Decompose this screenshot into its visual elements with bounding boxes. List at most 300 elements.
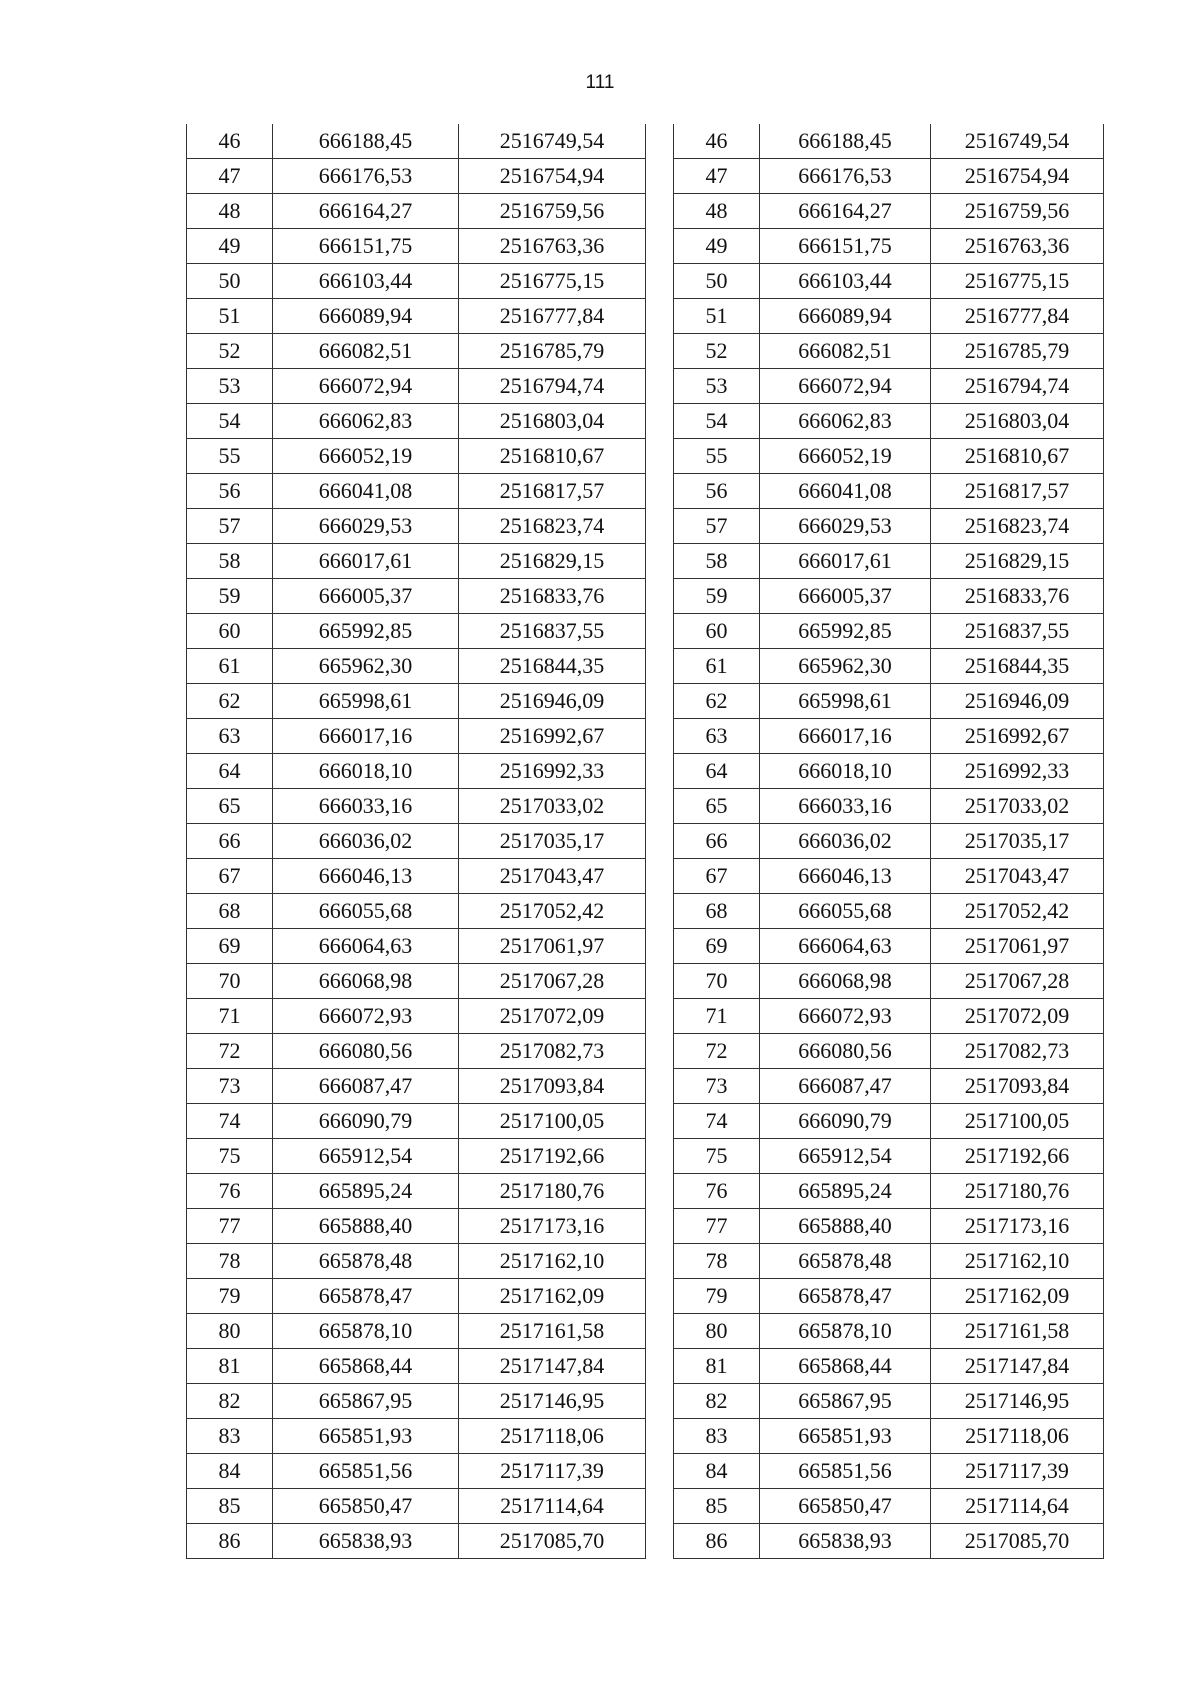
table-row bbox=[187, 1384, 646, 1419]
table-row bbox=[187, 194, 646, 229]
y-coordinate-cell: 2517052,42 bbox=[931, 894, 1104, 929]
x-coordinate-cell: 666055,68 bbox=[273, 894, 459, 929]
x-coordinate-cell: 666082,51 bbox=[273, 334, 459, 369]
point-number-cell: 50 bbox=[674, 264, 760, 299]
y-coordinate-cell: 2517093,84 bbox=[931, 1069, 1104, 1104]
table-row bbox=[674, 1174, 1104, 1209]
point-number-cell: 76 bbox=[187, 1174, 273, 1209]
table-row bbox=[674, 789, 1104, 824]
coordinates-table-right-body bbox=[674, 124, 1104, 1559]
point-number-cell: 53 bbox=[187, 369, 273, 404]
point-number-cell: 70 bbox=[187, 964, 273, 999]
x-coordinate-cell: 665895,24 bbox=[760, 1174, 931, 1209]
table-row bbox=[674, 964, 1104, 999]
table-row bbox=[187, 264, 646, 299]
point-number-cell: 76 bbox=[674, 1174, 760, 1209]
table-row bbox=[674, 544, 1104, 579]
x-coordinate-cell: 665912,54 bbox=[760, 1139, 931, 1174]
point-number-cell: 86 bbox=[674, 1524, 760, 1559]
x-coordinate-cell: 666089,94 bbox=[273, 299, 459, 334]
y-coordinate-cell: 2517192,66 bbox=[459, 1139, 646, 1174]
point-number-cell: 66 bbox=[674, 824, 760, 859]
x-coordinate-cell: 666005,37 bbox=[273, 579, 459, 614]
point-number-cell: 46 bbox=[187, 124, 273, 159]
x-coordinate-cell: 666017,16 bbox=[273, 719, 459, 754]
x-coordinate-cell: 666151,75 bbox=[760, 229, 931, 264]
point-number-cell: 72 bbox=[187, 1034, 273, 1069]
table-row bbox=[674, 684, 1104, 719]
point-number-cell: 62 bbox=[187, 684, 273, 719]
table-row bbox=[187, 859, 646, 894]
coordinates-table-left bbox=[186, 124, 646, 1559]
y-coordinate-cell: 2516777,84 bbox=[459, 299, 646, 334]
table-row bbox=[674, 509, 1104, 544]
x-coordinate-cell: 666068,98 bbox=[273, 964, 459, 999]
table-row bbox=[674, 1349, 1104, 1384]
point-number-cell: 84 bbox=[674, 1454, 760, 1489]
y-coordinate-cell: 2517035,17 bbox=[931, 824, 1104, 859]
y-coordinate-cell: 2516763,36 bbox=[459, 229, 646, 264]
table-row bbox=[187, 684, 646, 719]
y-coordinate-cell: 2516775,15 bbox=[931, 264, 1104, 299]
x-coordinate-cell: 666033,16 bbox=[273, 789, 459, 824]
table-row bbox=[674, 1104, 1104, 1139]
table-row bbox=[187, 964, 646, 999]
point-number-cell: 78 bbox=[674, 1244, 760, 1279]
y-coordinate-cell: 2516794,74 bbox=[931, 369, 1104, 404]
y-coordinate-cell: 2517118,06 bbox=[931, 1419, 1104, 1454]
table-row bbox=[187, 719, 646, 754]
table-row bbox=[187, 999, 646, 1034]
point-number-cell: 77 bbox=[674, 1209, 760, 1244]
table-row bbox=[674, 754, 1104, 789]
point-number-cell: 74 bbox=[674, 1104, 760, 1139]
y-coordinate-cell: 2516775,15 bbox=[459, 264, 646, 299]
y-coordinate-cell: 2516817,57 bbox=[459, 474, 646, 509]
x-coordinate-cell: 666089,94 bbox=[760, 299, 931, 334]
table-row bbox=[674, 999, 1104, 1034]
point-number-cell: 65 bbox=[187, 789, 273, 824]
y-coordinate-cell: 2516833,76 bbox=[931, 579, 1104, 614]
y-coordinate-cell: 2517173,16 bbox=[931, 1209, 1104, 1244]
table-row bbox=[187, 299, 646, 334]
x-coordinate-cell: 665962,30 bbox=[760, 649, 931, 684]
point-number-cell: 52 bbox=[187, 334, 273, 369]
table-row bbox=[674, 1069, 1104, 1104]
y-coordinate-cell: 2516803,04 bbox=[931, 404, 1104, 439]
y-coordinate-cell: 2516992,67 bbox=[459, 719, 646, 754]
y-coordinate-cell: 2516810,67 bbox=[459, 439, 646, 474]
point-number-cell: 72 bbox=[674, 1034, 760, 1069]
x-coordinate-cell: 666017,61 bbox=[760, 544, 931, 579]
point-number-cell: 68 bbox=[674, 894, 760, 929]
table-row bbox=[674, 579, 1104, 614]
table-row bbox=[674, 159, 1104, 194]
y-coordinate-cell: 2516844,35 bbox=[931, 649, 1104, 684]
x-coordinate-cell: 666041,08 bbox=[273, 474, 459, 509]
x-coordinate-cell: 666072,93 bbox=[273, 999, 459, 1034]
table-row bbox=[674, 369, 1104, 404]
table-row bbox=[674, 614, 1104, 649]
x-coordinate-cell: 666033,16 bbox=[760, 789, 931, 824]
x-coordinate-cell: 665998,61 bbox=[760, 684, 931, 719]
page-number: 111 bbox=[585, 72, 615, 93]
table-row bbox=[187, 754, 646, 789]
point-number-cell: 49 bbox=[674, 229, 760, 264]
table-row bbox=[187, 1524, 646, 1559]
point-number-cell: 58 bbox=[187, 544, 273, 579]
y-coordinate-cell: 2516829,15 bbox=[931, 544, 1104, 579]
point-number-cell: 47 bbox=[674, 159, 760, 194]
y-coordinate-cell: 2517043,47 bbox=[459, 859, 646, 894]
point-number-cell: 67 bbox=[187, 859, 273, 894]
y-coordinate-cell: 2516754,94 bbox=[459, 159, 646, 194]
y-coordinate-cell: 2516754,94 bbox=[931, 159, 1104, 194]
point-number-cell: 85 bbox=[187, 1489, 273, 1524]
table-row bbox=[187, 544, 646, 579]
y-coordinate-cell: 2517072,09 bbox=[459, 999, 646, 1034]
point-number-cell: 66 bbox=[187, 824, 273, 859]
point-number-cell: 63 bbox=[674, 719, 760, 754]
y-coordinate-cell: 2516823,74 bbox=[931, 509, 1104, 544]
y-coordinate-cell: 2516992,67 bbox=[931, 719, 1104, 754]
y-coordinate-cell: 2516785,79 bbox=[459, 334, 646, 369]
y-coordinate-cell: 2517085,70 bbox=[931, 1524, 1104, 1559]
y-coordinate-cell: 2517114,64 bbox=[931, 1489, 1104, 1524]
x-coordinate-cell: 666029,53 bbox=[760, 509, 931, 544]
x-coordinate-cell: 666176,53 bbox=[273, 159, 459, 194]
x-coordinate-cell: 665838,93 bbox=[273, 1524, 459, 1559]
coordinates-table-right bbox=[673, 124, 1104, 1559]
x-coordinate-cell: 666068,98 bbox=[760, 964, 931, 999]
point-number-cell: 51 bbox=[187, 299, 273, 334]
table-row bbox=[674, 334, 1104, 369]
point-number-cell: 46 bbox=[674, 124, 760, 159]
y-coordinate-cell: 2516946,09 bbox=[459, 684, 646, 719]
point-number-cell: 49 bbox=[187, 229, 273, 264]
point-number-cell: 73 bbox=[187, 1069, 273, 1104]
table-row bbox=[187, 1349, 646, 1384]
x-coordinate-cell: 665895,24 bbox=[273, 1174, 459, 1209]
y-coordinate-cell: 2516759,56 bbox=[931, 194, 1104, 229]
table-row bbox=[674, 1314, 1104, 1349]
x-coordinate-cell: 665850,47 bbox=[760, 1489, 931, 1524]
point-number-cell: 64 bbox=[674, 754, 760, 789]
table-row bbox=[187, 474, 646, 509]
y-coordinate-cell: 2517067,28 bbox=[931, 964, 1104, 999]
point-number-cell: 84 bbox=[187, 1454, 273, 1489]
x-coordinate-cell: 665992,85 bbox=[760, 614, 931, 649]
y-coordinate-cell: 2516749,54 bbox=[459, 124, 646, 159]
y-coordinate-cell: 2517072,09 bbox=[931, 999, 1104, 1034]
table-row bbox=[187, 894, 646, 929]
table-row bbox=[674, 229, 1104, 264]
y-coordinate-cell: 2516810,67 bbox=[931, 439, 1104, 474]
point-number-cell: 58 bbox=[674, 544, 760, 579]
x-coordinate-cell: 666062,83 bbox=[760, 404, 931, 439]
table-row bbox=[187, 1209, 646, 1244]
table-row bbox=[187, 1104, 646, 1139]
point-number-cell: 82 bbox=[187, 1384, 273, 1419]
table-row bbox=[187, 229, 646, 264]
table-row bbox=[674, 404, 1104, 439]
point-number-cell: 71 bbox=[674, 999, 760, 1034]
point-number-cell: 75 bbox=[674, 1139, 760, 1174]
point-number-cell: 54 bbox=[674, 404, 760, 439]
y-coordinate-cell: 2516992,33 bbox=[931, 754, 1104, 789]
y-coordinate-cell: 2517052,42 bbox=[459, 894, 646, 929]
point-number-cell: 65 bbox=[674, 789, 760, 824]
table-row bbox=[187, 1034, 646, 1069]
x-coordinate-cell: 666055,68 bbox=[760, 894, 931, 929]
y-coordinate-cell: 2516794,74 bbox=[459, 369, 646, 404]
y-coordinate-cell: 2517146,95 bbox=[459, 1384, 646, 1419]
table-row bbox=[674, 1524, 1104, 1559]
point-number-cell: 56 bbox=[674, 474, 760, 509]
y-coordinate-cell: 2516829,15 bbox=[459, 544, 646, 579]
table-row bbox=[674, 649, 1104, 684]
y-coordinate-cell: 2517100,05 bbox=[931, 1104, 1104, 1139]
y-coordinate-cell: 2516833,76 bbox=[459, 579, 646, 614]
point-number-cell: 85 bbox=[674, 1489, 760, 1524]
table-row bbox=[187, 509, 646, 544]
x-coordinate-cell: 666041,08 bbox=[760, 474, 931, 509]
x-coordinate-cell: 665867,95 bbox=[760, 1384, 931, 1419]
table-row bbox=[674, 1279, 1104, 1314]
y-coordinate-cell: 2517162,09 bbox=[459, 1279, 646, 1314]
y-coordinate-cell: 2517192,66 bbox=[931, 1139, 1104, 1174]
point-number-cell: 54 bbox=[187, 404, 273, 439]
point-number-cell: 82 bbox=[674, 1384, 760, 1419]
point-number-cell: 83 bbox=[674, 1419, 760, 1454]
x-coordinate-cell: 666036,02 bbox=[273, 824, 459, 859]
y-coordinate-cell: 2517162,09 bbox=[931, 1279, 1104, 1314]
point-number-cell: 60 bbox=[674, 614, 760, 649]
point-number-cell: 61 bbox=[187, 649, 273, 684]
y-coordinate-cell: 2517173,16 bbox=[459, 1209, 646, 1244]
point-number-cell: 51 bbox=[674, 299, 760, 334]
point-number-cell: 61 bbox=[674, 649, 760, 684]
table-row bbox=[674, 894, 1104, 929]
table-row bbox=[674, 719, 1104, 754]
y-coordinate-cell: 2516785,79 bbox=[931, 334, 1104, 369]
point-number-cell: 59 bbox=[674, 579, 760, 614]
y-coordinate-cell: 2517061,97 bbox=[459, 929, 646, 964]
point-number-cell: 78 bbox=[187, 1244, 273, 1279]
table-row bbox=[674, 929, 1104, 964]
x-coordinate-cell: 665888,40 bbox=[760, 1209, 931, 1244]
x-coordinate-cell: 665851,93 bbox=[760, 1419, 931, 1454]
x-coordinate-cell: 666017,16 bbox=[760, 719, 931, 754]
point-number-cell: 73 bbox=[674, 1069, 760, 1104]
point-number-cell: 69 bbox=[674, 929, 760, 964]
x-coordinate-cell: 666164,27 bbox=[760, 194, 931, 229]
table-row bbox=[674, 194, 1104, 229]
x-coordinate-cell: 665878,47 bbox=[760, 1279, 931, 1314]
y-coordinate-cell: 2517118,06 bbox=[459, 1419, 646, 1454]
y-coordinate-cell: 2517043,47 bbox=[931, 859, 1104, 894]
table-row bbox=[187, 1174, 646, 1209]
x-coordinate-cell: 665851,56 bbox=[760, 1454, 931, 1489]
y-coordinate-cell: 2516844,35 bbox=[459, 649, 646, 684]
table-row bbox=[187, 1489, 646, 1524]
x-coordinate-cell: 665867,95 bbox=[273, 1384, 459, 1419]
x-coordinate-cell: 666072,94 bbox=[760, 369, 931, 404]
table-row bbox=[187, 789, 646, 824]
y-coordinate-cell: 2517161,58 bbox=[459, 1314, 646, 1349]
table-row bbox=[674, 1384, 1104, 1419]
y-coordinate-cell: 2517162,10 bbox=[459, 1244, 646, 1279]
y-coordinate-cell: 2517033,02 bbox=[931, 789, 1104, 824]
y-coordinate-cell: 2516946,09 bbox=[931, 684, 1104, 719]
point-number-cell: 59 bbox=[187, 579, 273, 614]
x-coordinate-cell: 665868,44 bbox=[760, 1349, 931, 1384]
table-row bbox=[187, 1419, 646, 1454]
point-number-cell: 69 bbox=[187, 929, 273, 964]
y-coordinate-cell: 2517147,84 bbox=[459, 1349, 646, 1384]
point-number-cell: 55 bbox=[187, 439, 273, 474]
point-number-cell: 64 bbox=[187, 754, 273, 789]
x-coordinate-cell: 666017,61 bbox=[273, 544, 459, 579]
y-coordinate-cell: 2517061,97 bbox=[931, 929, 1104, 964]
point-number-cell: 60 bbox=[187, 614, 273, 649]
x-coordinate-cell: 666018,10 bbox=[273, 754, 459, 789]
y-coordinate-cell: 2517082,73 bbox=[459, 1034, 646, 1069]
y-coordinate-cell: 2517033,02 bbox=[459, 789, 646, 824]
table-row bbox=[187, 614, 646, 649]
y-coordinate-cell: 2516777,84 bbox=[931, 299, 1104, 334]
point-number-cell: 79 bbox=[674, 1279, 760, 1314]
x-coordinate-cell: 666018,10 bbox=[760, 754, 931, 789]
x-coordinate-cell: 666029,53 bbox=[273, 509, 459, 544]
table-row bbox=[674, 1419, 1104, 1454]
x-coordinate-cell: 666080,56 bbox=[760, 1034, 931, 1069]
x-coordinate-cell: 665850,47 bbox=[273, 1489, 459, 1524]
y-coordinate-cell: 2517146,95 bbox=[931, 1384, 1104, 1419]
table-row bbox=[674, 1489, 1104, 1524]
x-coordinate-cell: 666103,44 bbox=[273, 264, 459, 299]
point-number-cell: 62 bbox=[674, 684, 760, 719]
x-coordinate-cell: 665878,47 bbox=[273, 1279, 459, 1314]
y-coordinate-cell: 2517180,76 bbox=[459, 1174, 646, 1209]
x-coordinate-cell: 665838,93 bbox=[760, 1524, 931, 1559]
point-number-cell: 52 bbox=[674, 334, 760, 369]
x-coordinate-cell: 666080,56 bbox=[273, 1034, 459, 1069]
x-coordinate-cell: 666087,47 bbox=[273, 1069, 459, 1104]
x-coordinate-cell: 666090,79 bbox=[760, 1104, 931, 1139]
point-number-cell: 80 bbox=[674, 1314, 760, 1349]
table-row bbox=[187, 824, 646, 859]
table-row bbox=[674, 474, 1104, 509]
y-coordinate-cell: 2517093,84 bbox=[459, 1069, 646, 1104]
x-coordinate-cell: 665962,30 bbox=[273, 649, 459, 684]
y-coordinate-cell: 2516763,36 bbox=[931, 229, 1104, 264]
table-row bbox=[187, 649, 646, 684]
y-coordinate-cell: 2517114,64 bbox=[459, 1489, 646, 1524]
point-number-cell: 48 bbox=[674, 194, 760, 229]
table-row bbox=[674, 1034, 1104, 1069]
y-coordinate-cell: 2517085,70 bbox=[459, 1524, 646, 1559]
y-coordinate-cell: 2517082,73 bbox=[931, 1034, 1104, 1069]
y-coordinate-cell: 2517162,10 bbox=[931, 1244, 1104, 1279]
table-row bbox=[187, 1069, 646, 1104]
x-coordinate-cell: 665851,56 bbox=[273, 1454, 459, 1489]
point-number-cell: 71 bbox=[187, 999, 273, 1034]
x-coordinate-cell: 666052,19 bbox=[760, 439, 931, 474]
x-coordinate-cell: 665851,93 bbox=[273, 1419, 459, 1454]
point-number-cell: 79 bbox=[187, 1279, 273, 1314]
x-coordinate-cell: 666072,94 bbox=[273, 369, 459, 404]
point-number-cell: 86 bbox=[187, 1524, 273, 1559]
point-number-cell: 83 bbox=[187, 1419, 273, 1454]
table-row bbox=[674, 439, 1104, 474]
y-coordinate-cell: 2517117,39 bbox=[459, 1454, 646, 1489]
point-number-cell: 75 bbox=[187, 1139, 273, 1174]
y-coordinate-cell: 2517180,76 bbox=[931, 1174, 1104, 1209]
x-coordinate-cell: 666036,02 bbox=[760, 824, 931, 859]
table-row bbox=[187, 334, 646, 369]
y-coordinate-cell: 2517035,17 bbox=[459, 824, 646, 859]
point-number-cell: 68 bbox=[187, 894, 273, 929]
y-coordinate-cell: 2516803,04 bbox=[459, 404, 646, 439]
x-coordinate-cell: 665992,85 bbox=[273, 614, 459, 649]
x-coordinate-cell: 666176,53 bbox=[760, 159, 931, 194]
table-row bbox=[674, 299, 1104, 334]
table-row bbox=[187, 1454, 646, 1489]
table-row bbox=[187, 369, 646, 404]
x-coordinate-cell: 666064,63 bbox=[273, 929, 459, 964]
x-coordinate-cell: 666103,44 bbox=[760, 264, 931, 299]
x-coordinate-cell: 666052,19 bbox=[273, 439, 459, 474]
table-row bbox=[187, 1279, 646, 1314]
x-coordinate-cell: 666072,93 bbox=[760, 999, 931, 1034]
point-number-cell: 47 bbox=[187, 159, 273, 194]
point-number-cell: 67 bbox=[674, 859, 760, 894]
x-coordinate-cell: 666151,75 bbox=[273, 229, 459, 264]
y-coordinate-cell: 2517147,84 bbox=[931, 1349, 1104, 1384]
point-number-cell: 55 bbox=[674, 439, 760, 474]
table-row bbox=[187, 159, 646, 194]
coordinates-table-left-body bbox=[187, 124, 646, 1559]
point-number-cell: 77 bbox=[187, 1209, 273, 1244]
x-coordinate-cell: 665912,54 bbox=[273, 1139, 459, 1174]
x-coordinate-cell: 665878,10 bbox=[273, 1314, 459, 1349]
x-coordinate-cell: 665878,10 bbox=[760, 1314, 931, 1349]
table-row bbox=[674, 1209, 1104, 1244]
y-coordinate-cell: 2516992,33 bbox=[459, 754, 646, 789]
x-coordinate-cell: 666082,51 bbox=[760, 334, 931, 369]
table-row bbox=[187, 1244, 646, 1279]
x-coordinate-cell: 666188,45 bbox=[273, 124, 459, 159]
x-coordinate-cell: 666064,63 bbox=[760, 929, 931, 964]
y-coordinate-cell: 2517100,05 bbox=[459, 1104, 646, 1139]
table-row bbox=[674, 124, 1104, 159]
x-coordinate-cell: 665878,48 bbox=[273, 1244, 459, 1279]
point-number-cell: 70 bbox=[674, 964, 760, 999]
x-coordinate-cell: 665888,40 bbox=[273, 1209, 459, 1244]
x-coordinate-cell: 666164,27 bbox=[273, 194, 459, 229]
x-coordinate-cell: 665878,48 bbox=[760, 1244, 931, 1279]
point-number-cell: 53 bbox=[674, 369, 760, 404]
point-number-cell: 48 bbox=[187, 194, 273, 229]
x-coordinate-cell: 666046,13 bbox=[760, 859, 931, 894]
table-row bbox=[187, 929, 646, 964]
x-coordinate-cell: 666046,13 bbox=[273, 859, 459, 894]
x-coordinate-cell: 666090,79 bbox=[273, 1104, 459, 1139]
point-number-cell: 63 bbox=[187, 719, 273, 754]
x-coordinate-cell: 665868,44 bbox=[273, 1349, 459, 1384]
y-coordinate-cell: 2516837,55 bbox=[931, 614, 1104, 649]
